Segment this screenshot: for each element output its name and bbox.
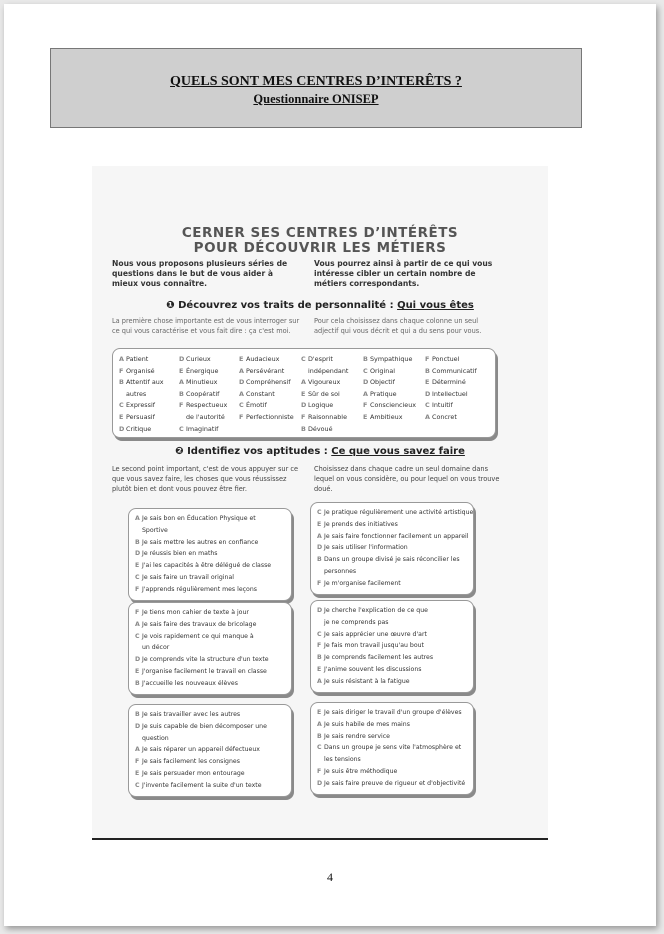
section-2-label: Identifiez vos aptitudes : — [187, 446, 332, 457]
item-line — [363, 412, 416, 424]
item-text: Je suis être méthodique — [324, 767, 398, 775]
item-letter: A — [239, 366, 244, 375]
item-text: Déterminé — [432, 378, 466, 387]
item-line — [301, 377, 348, 389]
item-letter: D — [301, 401, 307, 410]
item-letter: A — [119, 355, 124, 363]
item-line — [317, 605, 467, 617]
item-text: Je pratique régulièrement une activité artistique — [324, 509, 474, 516]
item-letter: C — [425, 401, 430, 410]
item-text: Je vois rapidement ce qui manque à — [142, 632, 254, 640]
item-letter: B — [301, 424, 306, 433]
item-letter: A — [317, 677, 322, 685]
item-letter: D — [179, 355, 185, 363]
item-line — [317, 652, 467, 664]
item-letter: C — [135, 573, 140, 581]
item-line — [239, 400, 294, 412]
item-text: un décor — [142, 644, 170, 652]
item-letter: F — [317, 579, 322, 587]
item-text: J'accueille les nouveaux élèves — [142, 679, 238, 687]
item-line — [135, 768, 285, 780]
traits-column — [363, 354, 416, 424]
intro-left: Nous vous proposons plusieurs séries de questions dans le but de vous aider à mieux vous connaître. — [112, 259, 288, 288]
item-text: les tensions — [324, 756, 361, 764]
item-letter: B — [135, 538, 140, 546]
item-text: Je tiens mon cahier de texte à jour — [142, 609, 249, 616]
item-line — [317, 542, 467, 554]
item-text: Critique — [126, 424, 152, 433]
section-2-heading — [92, 446, 548, 457]
item-line — [179, 389, 227, 401]
item-line — [179, 354, 227, 366]
item-text: Je sais rendre service — [324, 732, 390, 740]
item-letter: E — [301, 389, 306, 398]
item-letter: B — [317, 556, 322, 564]
item-line — [317, 629, 467, 641]
item-text: Je comprends facilement les autres — [324, 654, 434, 662]
scan-title-line-2: POUR DÉCOUVRIR LES MÉTIERS — [193, 240, 447, 256]
item-text: Je sais faire des travaux de bricolage — [142, 620, 257, 628]
item-text: Je sais facilement les consignes — [142, 758, 240, 766]
page-number: 4 — [327, 870, 333, 884]
item-letter: D — [119, 424, 125, 433]
item-line — [317, 707, 467, 719]
item-letter: B — [135, 679, 140, 687]
item-text: Expressif — [126, 401, 155, 410]
item-text: J'ai les capacités à être délégué de classe — [142, 562, 272, 570]
item-text: Je cherche l'explication de ce que — [324, 607, 428, 614]
item-text: Pratique — [370, 389, 397, 398]
item-line — [425, 389, 477, 401]
traits-panel — [112, 348, 496, 438]
item-letter: A — [301, 378, 306, 387]
item-text: Constant — [246, 389, 275, 398]
item-line — [119, 424, 164, 436]
header-box — [50, 48, 582, 128]
item-text: Communicatif — [432, 366, 477, 375]
item-text: Je prends des initiatives — [324, 520, 398, 528]
item-text: Imaginatif — [186, 424, 219, 433]
item-text: Je sais persuader mon entourage — [142, 769, 245, 777]
item-text: Je sais mettre les autres en confiance — [142, 538, 259, 546]
item-line — [317, 742, 467, 754]
item-line — [425, 400, 477, 412]
section-2-number: ❷ — [175, 446, 184, 457]
item-letter: E — [363, 412, 368, 421]
item-line — [135, 733, 285, 745]
item-line — [239, 354, 294, 366]
item-line — [179, 366, 227, 378]
item-line — [425, 366, 477, 378]
item-line — [135, 560, 285, 572]
item-text: Persuasif — [126, 412, 155, 421]
item-text: Sûr de soi — [308, 389, 340, 398]
item-text: question — [142, 734, 169, 742]
item-text: Concret — [432, 412, 457, 421]
item-letter: A — [135, 746, 140, 754]
item-line — [363, 366, 416, 378]
item-letter: F — [317, 642, 322, 650]
item-line — [301, 412, 348, 424]
section-1-heading — [92, 300, 548, 311]
aptitude-box-2 — [310, 502, 474, 595]
item-line — [135, 548, 285, 560]
item-letter: B — [317, 732, 322, 740]
section-2-text-left: Le second point important, c'est de vous appuyer sur ce que vous savez faire, les choses que vous réussissez plutôt bien et dont vous pouvez être fier. — [112, 465, 299, 493]
item-letter: D — [317, 779, 323, 787]
item-text: Émotif — [246, 401, 267, 410]
item-letter: D — [425, 389, 431, 398]
item-line — [135, 721, 285, 733]
item-text: Je sais travailler avec les autres — [142, 711, 241, 718]
item-line — [119, 377, 164, 389]
item-line — [119, 366, 164, 378]
item-line — [301, 366, 348, 378]
item-line — [135, 513, 285, 525]
item-letter: D — [317, 544, 323, 552]
item-line — [119, 400, 164, 412]
item-letter: C — [135, 781, 140, 789]
item-text: Sportive — [142, 526, 168, 534]
item-letter: B — [363, 355, 368, 363]
item-text: J'invente facilement la suite d'un texte — [142, 781, 262, 789]
item-letter: A — [135, 620, 140, 628]
traits-column — [301, 354, 348, 435]
item-letter: F — [179, 401, 184, 410]
item-text: Consciencieux — [370, 401, 417, 410]
item-letter: C — [119, 401, 124, 410]
item-text: autres — [126, 389, 147, 398]
item-line — [425, 354, 477, 366]
item-letter: F — [363, 401, 368, 410]
item-letter: C — [135, 632, 140, 640]
item-line — [135, 631, 285, 643]
item-line — [363, 389, 416, 401]
item-text: Organisé — [126, 366, 155, 375]
traits-column — [119, 354, 164, 435]
item-text: personnes — [324, 567, 357, 575]
item-text: Persévérant — [246, 366, 285, 375]
item-line — [179, 412, 227, 424]
item-line — [317, 566, 467, 578]
item-text: indépendant — [308, 366, 349, 375]
item-text: J'organise facilement le travail en classe — [142, 667, 267, 675]
item-text: Logique — [308, 401, 334, 410]
item-letter: F — [239, 412, 244, 421]
item-text: Je sais réparer un appareil défectueux — [142, 746, 260, 754]
item-text: Ponctuel — [432, 355, 460, 363]
item-line — [135, 537, 285, 549]
item-letter: C — [239, 401, 244, 410]
item-letter: A — [425, 412, 430, 421]
item-line — [135, 678, 285, 690]
item-text: Raisonnable — [308, 412, 348, 421]
aptitude-box-6 — [310, 702, 474, 795]
item-letter: A — [317, 720, 322, 728]
item-text: Intellectuel — [432, 389, 468, 398]
item-line — [239, 412, 294, 424]
item-text: Original — [370, 366, 396, 375]
item-letter: D — [135, 722, 141, 730]
item-line — [317, 617, 467, 629]
item-text: Je comprends vite la structure d'un texte — [142, 656, 269, 664]
item-letter: B — [317, 654, 322, 662]
item-line — [425, 377, 477, 389]
section-1-text-right: Pour cela choisissez dans chaque colonne un seul adjectif qui vous décrit et qui a du sens pour vous. — [314, 317, 482, 335]
aptitude-box-1 — [128, 508, 292, 601]
item-line — [135, 780, 285, 792]
item-letter: C — [301, 355, 306, 363]
item-line — [135, 666, 285, 678]
item-line — [119, 412, 164, 424]
item-text: Attentif aux — [126, 378, 164, 387]
item-line — [239, 389, 294, 401]
item-line — [135, 607, 285, 619]
item-letter: C — [363, 366, 368, 375]
item-letter: E — [135, 769, 140, 777]
item-line — [317, 554, 467, 566]
item-text: J'apprends régulièrement mes leçons — [142, 585, 257, 593]
item-line — [317, 766, 467, 778]
aptitude-box-3 — [128, 602, 292, 695]
item-line — [317, 531, 467, 543]
item-text: Je sais apprécier une œuvre d'art — [324, 630, 427, 638]
item-letter: E — [135, 667, 140, 675]
item-letter: D — [363, 378, 369, 387]
item-letter: C — [317, 744, 322, 752]
item-line — [317, 719, 467, 731]
item-text: Coopératif — [186, 389, 220, 398]
item-line — [317, 731, 467, 743]
item-text: Énergique — [186, 366, 219, 375]
item-line — [317, 664, 467, 676]
item-line — [363, 377, 416, 389]
item-letter: A — [179, 378, 184, 387]
item-line — [363, 354, 416, 366]
item-letter: B — [425, 366, 430, 375]
item-line — [239, 377, 294, 389]
item-letter: A — [239, 389, 244, 398]
item-line — [179, 424, 227, 436]
item-text: Je sais faire un travail original — [142, 573, 234, 581]
item-text: J'anime souvent les discussions — [324, 665, 422, 673]
item-letter: D — [317, 607, 323, 614]
section-1-label: Découvrez vos traits de personnalité : — [178, 300, 398, 311]
item-text: Ambitieux — [370, 412, 403, 421]
item-line — [301, 400, 348, 412]
item-letter: D — [135, 550, 141, 558]
item-text: je ne comprends pas — [324, 618, 389, 626]
item-line — [317, 778, 467, 790]
item-letter: B — [135, 711, 140, 718]
item-text: Je sais faire preuve de rigueur et d'objectivité — [324, 779, 466, 787]
item-text: Respectueux — [186, 401, 228, 410]
item-letter: E — [317, 665, 322, 673]
document-title: QUELS SONT MES CENTRES D’INTERÊTS ? — [170, 74, 462, 89]
item-text: Je sais faire fonctionner facilement un appareil — [324, 532, 469, 540]
item-letter: F — [135, 758, 140, 766]
item-letter: A — [317, 532, 322, 540]
item-letter: E — [179, 366, 184, 375]
item-text: Sympathique — [370, 355, 413, 363]
item-line — [135, 709, 285, 721]
item-line — [363, 400, 416, 412]
item-line — [135, 654, 285, 666]
traits-column — [179, 354, 227, 435]
item-line — [301, 389, 348, 401]
item-line — [135, 572, 285, 584]
item-text: Patient — [126, 355, 149, 363]
item-letter: D — [135, 656, 141, 664]
scanned-questionnaire — [92, 166, 548, 840]
item-letter: E — [317, 709, 322, 716]
item-letter: F — [425, 355, 430, 363]
item-letter: D — [239, 378, 245, 387]
item-line — [301, 424, 348, 436]
item-letter: E — [317, 520, 322, 528]
item-line — [317, 676, 467, 688]
traits-column — [239, 354, 294, 424]
item-line — [317, 640, 467, 652]
item-text: Je sais diriger le travail d'un groupe d'élèves — [324, 709, 462, 716]
item-line — [317, 578, 467, 590]
item-letter: F — [119, 366, 124, 375]
item-line — [135, 584, 285, 596]
item-text: Je sais utiliser l'information — [324, 544, 408, 552]
item-line — [135, 619, 285, 631]
traits-column — [425, 354, 477, 424]
section-2-underlined: Ce que vous savez faire — [331, 446, 465, 457]
item-line — [135, 756, 285, 768]
section-1-number: ❶ — [166, 300, 175, 311]
item-text: Perfectionniste — [246, 412, 294, 421]
item-letter: B — [179, 389, 184, 398]
item-text: Dévoué — [308, 424, 333, 433]
item-letter: F — [301, 412, 306, 421]
item-line — [179, 377, 227, 389]
item-letter: C — [317, 509, 322, 516]
item-line — [135, 642, 285, 654]
item-letter: C — [179, 424, 184, 433]
document-page — [4, 4, 656, 926]
item-letter: C — [317, 630, 322, 638]
document-subtitle: Questionnaire ONISEP — [253, 92, 379, 106]
item-line — [119, 354, 164, 366]
item-text: Audacieux — [246, 355, 280, 363]
item-line — [135, 525, 285, 537]
item-line — [135, 744, 285, 756]
item-text: Minutieux — [186, 378, 218, 387]
item-letter: B — [119, 378, 124, 387]
item-letter: E — [239, 355, 244, 363]
item-text: Je suis résistant à la fatigue — [324, 677, 410, 685]
section-1-text-left: La première chose importante est de vous interroger sur ce qui vous caractérise et vous fait dire : ça c'est moi. — [112, 317, 300, 335]
scan-title — [92, 226, 548, 256]
item-text: Dans un groupe je sens vite l'atmosphère et — [324, 744, 462, 752]
item-text: de l'autorité — [186, 412, 225, 421]
aptitude-box-5 — [128, 704, 292, 797]
item-line — [239, 366, 294, 378]
item-text: Je suis habile de mes mains — [324, 720, 410, 728]
item-text: Curieux — [186, 355, 211, 363]
item-line — [425, 412, 477, 424]
item-text: Je fais mon travail jusqu'au bout — [324, 642, 424, 650]
intro-right: Vous pourrez ainsi à partir de ce qui vous intéresse cibler un certain nombre de métiers correspondants. — [314, 259, 493, 288]
aptitude-box-4 — [310, 600, 474, 693]
item-line — [301, 354, 348, 366]
item-text: D'esprit — [308, 355, 333, 363]
item-letter: F — [135, 585, 140, 593]
item-text: Vigoureux — [308, 378, 341, 387]
item-letter: E — [119, 412, 124, 421]
item-text: Compréhensif — [246, 378, 291, 387]
item-text: Je m'organise facilement — [324, 579, 401, 587]
item-letter: E — [135, 562, 140, 570]
item-text: Objectif — [370, 378, 395, 387]
item-line — [317, 754, 467, 766]
section-2-text-right: Choisissez dans chaque cadre un seul domaine dans lequel on vous considère, ou pour lequel on vous trouve doué. — [314, 465, 500, 493]
item-line — [119, 389, 164, 401]
item-letter: A — [363, 389, 368, 398]
section-1-underlined: Qui vous êtes — [397, 300, 474, 311]
item-line — [317, 519, 467, 531]
item-letter: F — [317, 767, 322, 775]
item-letter: E — [425, 378, 430, 387]
item-line — [179, 400, 227, 412]
scan-title-line-1: CERNER SES CENTRES D’INTÉRÊTS — [181, 225, 459, 241]
item-letter: A — [135, 515, 140, 522]
item-text: Je réussis bien en maths — [142, 550, 218, 558]
item-line — [317, 507, 474, 519]
item-letter: F — [135, 609, 140, 616]
item-text: Dans un groupe divisé je sais réconcilier les — [324, 556, 460, 564]
item-text: Intuitif — [432, 401, 453, 410]
item-text: Je suis capable de bien décomposer une — [142, 722, 267, 730]
item-text: Je sais bon en Éducation Physique et — [142, 515, 256, 522]
